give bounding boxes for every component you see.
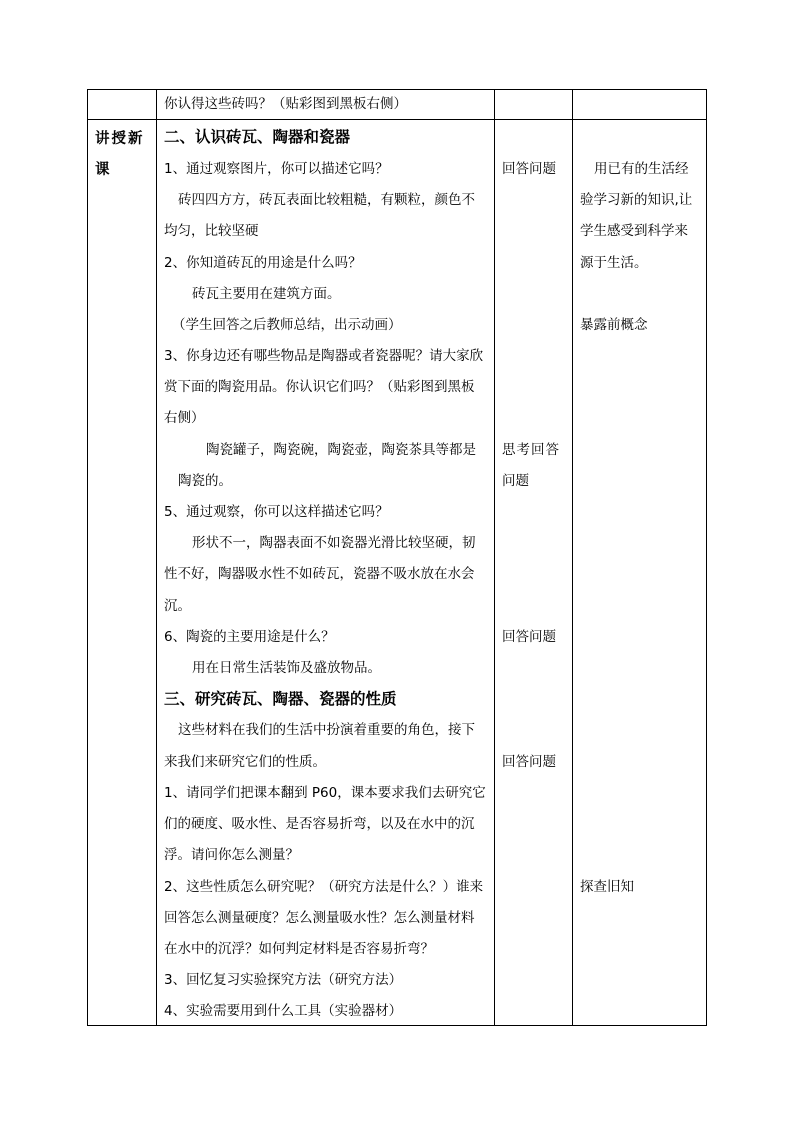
student-activity-3: 回答问题 xyxy=(502,629,556,645)
question-5: 5、通过观察，你可以这样描述它吗？ xyxy=(164,504,389,520)
row-divider xyxy=(88,119,706,120)
answer-5-line1: 形状不一，陶器表面不如瓷器光滑比较坚硬，韧 xyxy=(192,535,476,551)
heading-3: 三、研究砖瓦、陶器、瓷器的性质 xyxy=(164,690,397,708)
paragraph-3-line2: 来我们来研究它们的性质。 xyxy=(164,754,326,770)
lesson-plan-table xyxy=(87,89,707,1026)
student-activity-4: 回答问题 xyxy=(502,754,556,770)
question-1: 1、通过观察图片，你可以描述它吗？ xyxy=(164,161,389,177)
step-2-line3: 在水中的沉浮？如何判定材料是否容易折弯？ xyxy=(164,941,434,957)
answer-3-line1: 陶瓷罐子，陶瓷碗，陶瓷壶，陶瓷茶具等都是 xyxy=(206,442,476,458)
step-3: 3、回忆复习实验探究方法（研究方法） xyxy=(164,972,403,988)
column-divider-1 xyxy=(156,90,157,1025)
intro-question: 你认得这些砖吗？（贴彩图到黑板右侧） xyxy=(164,96,407,112)
heading-2: 二、认识砖瓦、陶器和瓷器 xyxy=(164,128,351,146)
design-intent-2: 暴露前概念 xyxy=(580,317,648,333)
step-1-line1: 1、请同学们把课本翻到 P60，课本要求我们去研究它 xyxy=(164,785,486,801)
paragraph-3-line1: 这些材料在我们的生活中扮演着重要的角色，接下 xyxy=(178,722,475,738)
answer-1-line1: 砖四四方方，砖瓦表面比较粗糙，有颗粒，颜色不 xyxy=(178,192,475,208)
question-3-line2: 赏下面的陶瓷用品。你认识它们吗？（贴彩图到黑板 xyxy=(164,379,475,395)
student-activity-2-line1: 思考回答 xyxy=(502,442,560,458)
step-2-line1: 2、这些性质怎么研究呢？（研究方法是什么？）谁来 xyxy=(164,879,484,895)
student-activity-2-line2: 问题 xyxy=(502,473,529,489)
column-divider-3 xyxy=(572,90,573,1025)
section-label-line1: 讲授新 xyxy=(95,131,145,147)
section-label-line2: 课 xyxy=(95,162,112,178)
answer-5-line2: 性不好，陶器吸水性不如砖瓦，瓷器不吸水放在水会 xyxy=(164,566,475,582)
question-6: 6、陶瓷的主要用途是什么？ xyxy=(164,629,335,645)
step-1-line2: 们的硬度、吸水性、是否容易折弯，以及在水中的沉 xyxy=(164,816,475,832)
step-2-line2: 回答怎么测量硬度？怎么测量吸水性？怎么测量材料 xyxy=(164,910,475,926)
answer-2: 砖瓦主要用在建筑方面。 xyxy=(192,286,341,302)
step-4: 4、实验需要用到什么工具（实验器材） xyxy=(164,1003,403,1019)
step-1-line3: 浮。请问你怎么测量？ xyxy=(164,847,299,863)
student-activity-1: 回答问题 xyxy=(502,161,556,177)
design-intent-1-line4: 源于生活。 xyxy=(580,255,648,271)
column-divider-2 xyxy=(494,90,495,1025)
design-intent-1-line2: 验学习新的知识,让 xyxy=(580,192,693,208)
answer-6: 用在日常生活装饰及盛放物品。 xyxy=(192,660,381,676)
design-intent-1-line1: 用已有的生活经 xyxy=(594,161,689,177)
answer-5-line3: 沉。 xyxy=(164,598,191,614)
question-3-line3: 右侧） xyxy=(164,410,205,426)
note-2: （学生回答之后教师总结，出示动画） xyxy=(172,317,402,333)
question-2: 2、你知道砖瓦的用途是什么吗？ xyxy=(164,255,362,271)
design-intent-3: 探查旧知 xyxy=(580,879,634,895)
answer-3-line2: 陶瓷的。 xyxy=(178,473,232,489)
design-intent-1-line3: 学生感受到科学来 xyxy=(580,223,688,239)
answer-1-line2: 均匀，比较坚硬 xyxy=(164,223,259,239)
question-3-line1: 3、你身边还有哪些物品是陶器或者瓷器呢？请大家欣 xyxy=(164,348,484,364)
